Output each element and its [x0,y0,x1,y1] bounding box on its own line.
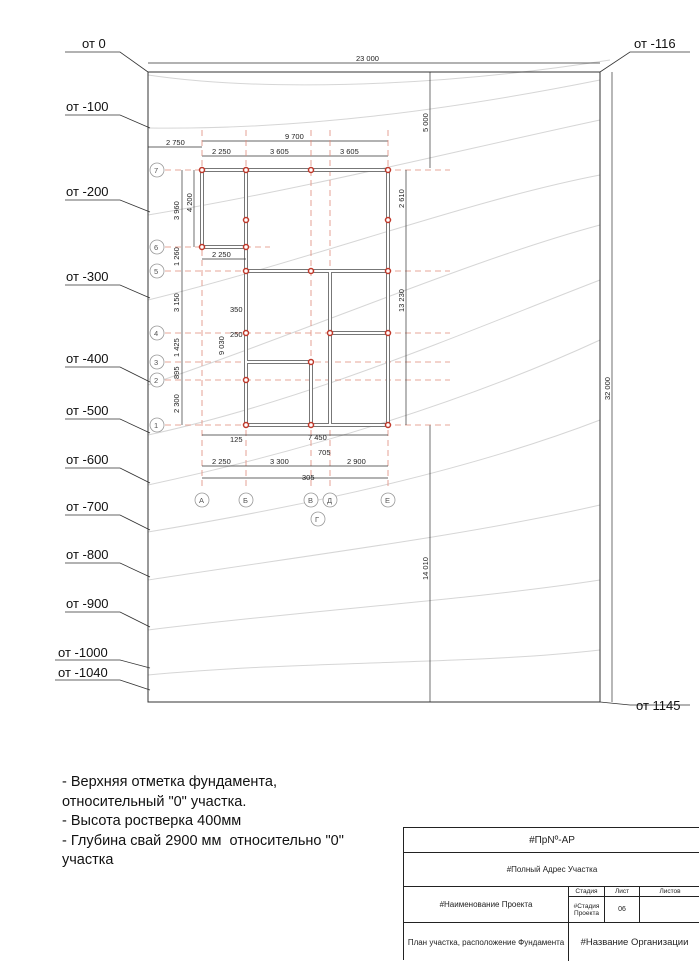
level-label-800: от -800 [66,547,109,562]
level-label-500: от -500 [66,403,109,418]
pile [200,168,205,173]
pile [200,245,205,250]
dim-bottom-2900: 2 900 [347,457,366,466]
level-label-300: от -300 [66,269,109,284]
pile [309,269,314,274]
pile [309,423,314,428]
piles [200,168,391,428]
level-label-116: от -116 [634,36,676,51]
axis-col-a: А [199,496,205,505]
stamp-sheets-value [639,896,699,922]
dim-left-2300: 2 300 [172,394,181,413]
dim-left-1425: 1 425 [172,338,181,357]
pile [386,168,391,173]
stamp-stage-header: Стадия [568,886,604,896]
dim-house-width: 9 700 [285,132,304,141]
stamp-organization: #Название Организации [568,922,699,961]
pile [244,378,249,383]
dim-offset-top: 5 000 [421,113,430,132]
note-line: относительный "0" участка. [62,793,247,810]
stamp-address: #Полный Адрес Участка [404,852,699,886]
axis-row-3: 3 [154,358,159,367]
dim-right-2610: 2 610 [397,189,406,208]
dim-left-4200: 4 200 [185,193,194,212]
dim-bottom-125: 125 [230,435,243,444]
note-line: - Высота ростверка 400мм [62,813,242,829]
stamp-sheet-value: 06 [604,896,639,922]
stamp-stage-value: #Стадия Проекта [568,896,604,922]
pile [244,269,249,274]
stamp-sheets-header: Листов [639,886,699,896]
pile [386,423,391,428]
level-label-100: от -100 [66,99,109,114]
site-boundary [148,72,600,702]
dim-site-width: 23 000 [356,54,379,63]
axis-row-2: 2 [154,376,159,385]
dim-inner-350: 350 [230,305,243,314]
axis-row-6: 6 [154,243,159,252]
pile [386,269,391,274]
level-label-0: от 0 [82,36,106,51]
axis-col-g: Г [315,515,320,524]
title-block [403,827,699,960]
level-label-1040: от -1040 [58,665,108,680]
axis-row-4: 4 [154,329,159,338]
dim-offset-bottom: 14 010 [421,557,430,580]
pile [386,218,391,223]
axis-col-e: Е [385,496,391,505]
dim-top-2250: 2 250 [212,147,231,156]
pile [244,331,249,336]
dim-inner-250: 250 [230,330,243,339]
dim-left-3960: 3 960 [172,201,181,220]
stamp-drawing-title: План участка, расположение Фундамента [404,922,568,961]
pile [244,245,249,250]
level-label-200: от -200 [66,184,109,199]
column-axis-markers [195,493,395,526]
axis-row-5: 5 [154,267,159,276]
pile [244,218,249,223]
stamp-sheet-header: Лист [604,886,639,896]
foundation-notes [62,773,402,871]
dim-inner-9030: 9 030 [217,336,226,355]
dim-left-1260: 1 260 [172,247,181,266]
dim-inner-2250: 2 250 [212,250,231,259]
foundation-walls-inner [202,170,388,425]
pile [244,168,249,173]
axis-row-1: 1 [154,421,159,430]
note-line: участка [62,852,114,868]
note-line: - Глубина свай 2900 мм относительно "0" [62,832,344,849]
level-label-900: от -900 [66,596,109,611]
dim-bottom-3300: 3 300 [270,457,289,466]
dim-bottom-705: 705 [318,448,331,457]
dim-site-height: 32 000 [603,377,612,400]
pile [309,360,314,365]
axis-col-b: Б [243,496,248,505]
level-label-400: от -400 [66,351,109,366]
dim-top-3605a: 3 605 [270,147,289,156]
pile [244,423,249,428]
dim-bottom-305: 305 [302,473,315,482]
dim-left-895: 895 [172,366,181,379]
dim-bottom-7450: 7 450 [308,433,327,442]
dim-left-3150: 3 150 [172,293,181,312]
stamp-project-no: #ПрNº-АР [529,834,575,846]
side-dim-chains [182,170,406,425]
site-dimensions [148,63,612,702]
axis-col-v: В [308,496,314,505]
dim-offset-left: 2 750 [166,138,185,147]
pile [309,168,314,173]
pile [328,331,333,336]
pile [386,331,391,336]
note-line: - Верхняя отметка фундамента, [62,774,277,790]
level-label-1145: от 1145 [636,698,681,713]
dim-top-3605b: 3 605 [340,147,359,156]
level-label-700: от -700 [66,499,109,514]
level-label-1000: от -1000 [58,645,108,660]
level-label-600: от -600 [66,452,109,467]
foundation-walls [202,170,388,425]
axis-col-d: Д [327,496,333,505]
dim-bottom-2250: 2 250 [212,457,231,466]
dim-right-13230: 13 230 [397,289,406,312]
stamp-project-name: #Наименование Проекта [404,886,568,922]
axis-row-7: 7 [154,166,159,175]
